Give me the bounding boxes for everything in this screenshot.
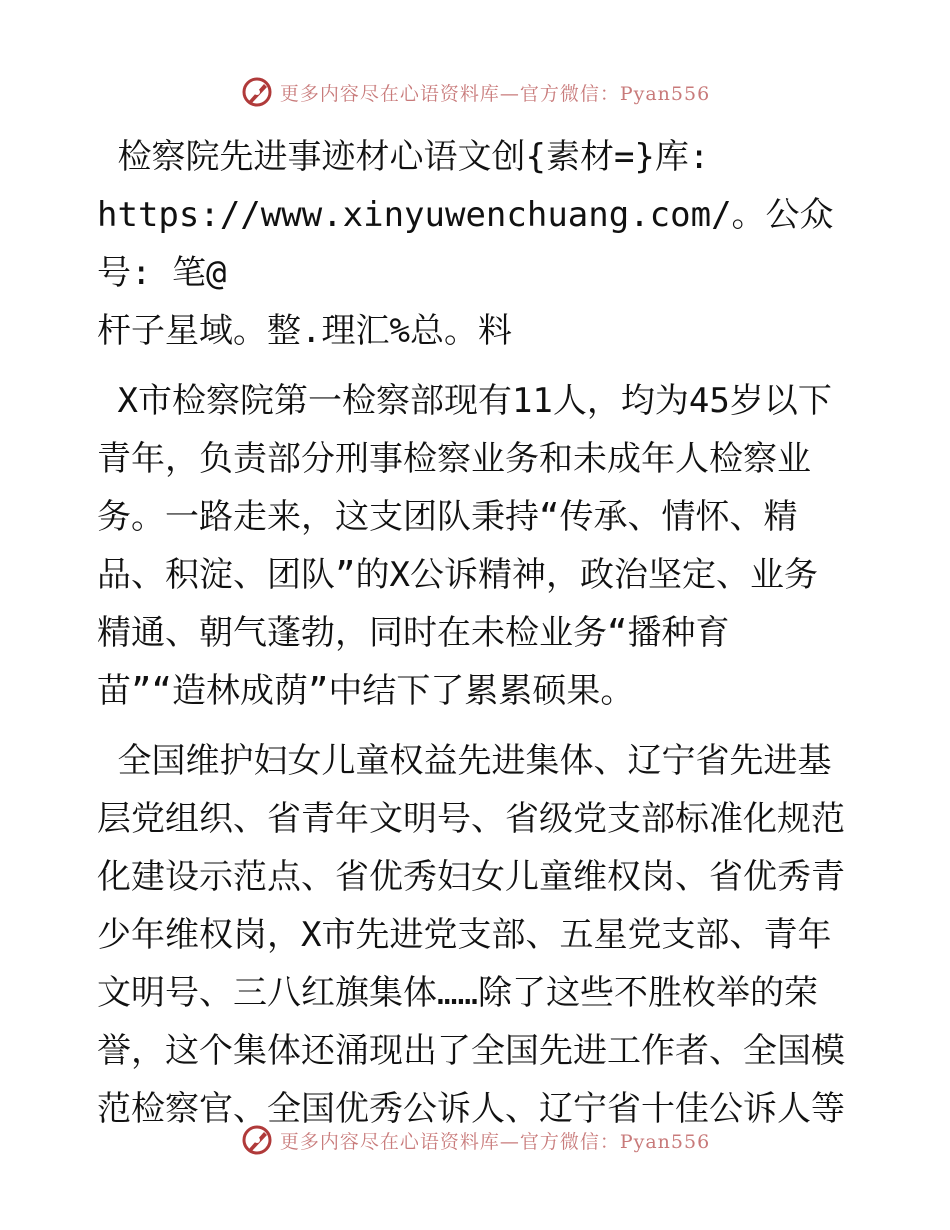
paragraph-honors: 全国维护妇女儿童权益先进集体、辽宁省先进基 层党组织、省青年文明号、省级党支部标准化规范 化建设示范点、省优秀妇女儿童维权岗、省优秀青 少年维权岗，X市先进党支部、五星党支部、青年 文明号、三八红旗集体……除了这些不胜枚举的荣 誉，这个集体还涌现出了全国先进工作者、全国模 范检察官、全国优秀公诉人、辽宁省十佳公诉人等	[97, 741, 845, 1129]
brand-logo-icon	[240, 75, 274, 109]
watermark-header	[0, 72, 950, 112]
watermark-footer	[0, 1120, 950, 1160]
watermark-text: 更多内容尽在心语资料库—官方微信：Pyan556	[279, 1130, 711, 1153]
watermark-text: 更多内容尽在心语资料库—官方微信：Pyan556	[279, 82, 711, 105]
paragraph-team-intro: X市检察院第一检察部现有11人，均为45岁以下 青年，负责部分刑事检察业务和未成年人检察业 务。一路走来，这支团队秉持“传承、情怀、精 品、积淀、团队”的X公诉精神，政治坚定、业务 精通、朝气蓬勃，同时在未检业务“播种育 苗”“造林成荫”中结下了累累硕果。	[97, 381, 832, 711]
document-body	[97, 128, 857, 1138]
brand-logo-icon	[240, 1123, 274, 1157]
paragraph-source-notice: 检察院先进事迹材心语文创{素材=}库: https://www.xinyuwenchuang.com/。公众号: 笔@ 杆子星域。整.理汇%总。料	[97, 137, 834, 351]
